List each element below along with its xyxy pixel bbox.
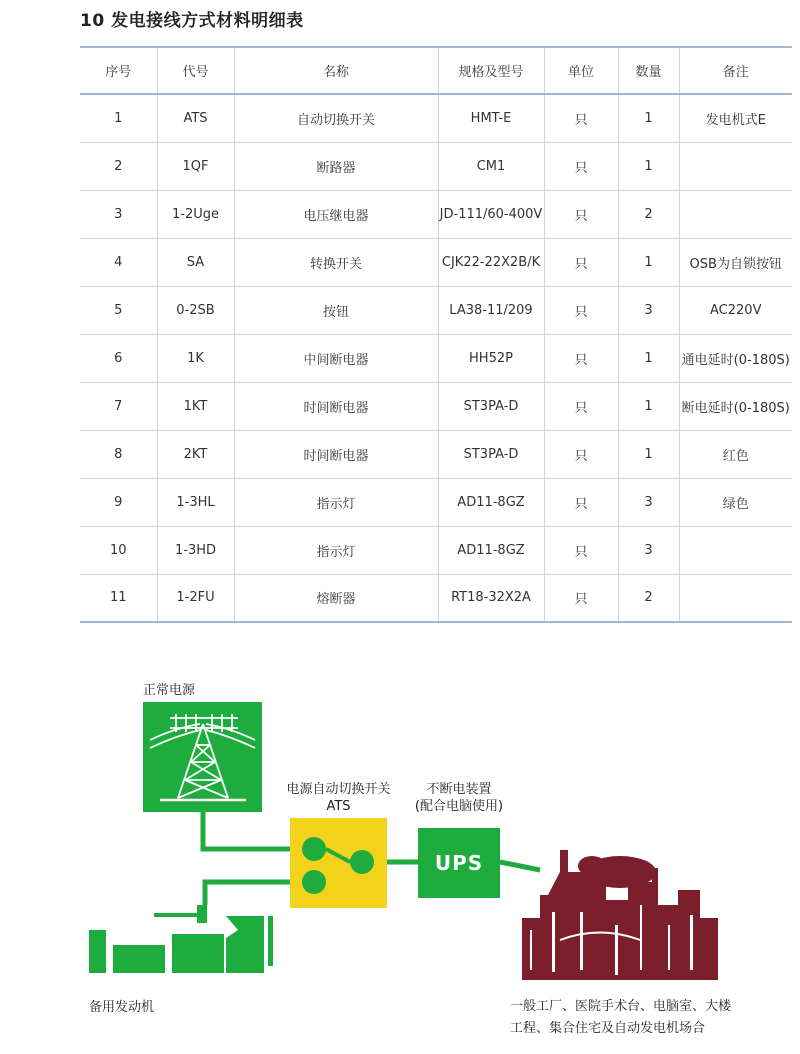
cell-spec: CJK22-22X2B/K: [438, 238, 544, 286]
cell-index: 8: [80, 430, 157, 478]
page-title: 10 发电接线方式材料明细表: [80, 11, 304, 31]
cell-name: 断路器: [234, 142, 438, 190]
cell-name: 电压继电器: [234, 190, 438, 238]
cell-unit: 只: [544, 142, 618, 190]
cell-name: 时间断电器: [234, 382, 438, 430]
cell-code: ATS: [157, 94, 234, 142]
cell-code: 1QF: [157, 142, 234, 190]
cell-qty: 1: [618, 94, 679, 142]
cell-spec: AD11-8GZ: [438, 526, 544, 574]
cell-unit: 只: [544, 334, 618, 382]
cell-spec: HH52P: [438, 334, 544, 382]
cell-spec: ST3PA-D: [438, 430, 544, 478]
generator-label: 备用发动机: [89, 1000, 155, 1015]
cell-unit: 只: [544, 526, 618, 574]
cell-remark: 绿色: [679, 478, 792, 526]
ats-label: 电源自动切换开关 ATS: [286, 782, 391, 814]
cell-qty: 1: [618, 334, 679, 382]
cell-unit: 只: [544, 94, 618, 142]
cell-code: SA: [157, 238, 234, 286]
cell-remark: 断电延时(0-180S): [679, 382, 792, 430]
cell-code: 2KT: [157, 430, 234, 478]
cell-code: 1-2FU: [157, 574, 234, 622]
cell-index: 4: [80, 238, 157, 286]
cell-spec: LA38-11/209: [438, 286, 544, 334]
cell-name: 时间断电器: [234, 430, 438, 478]
cell-remark: 发电机式E: [679, 94, 792, 142]
cell-spec: AD11-8GZ: [438, 478, 544, 526]
cell-name: 指示灯: [234, 526, 438, 574]
cell-name: 指示灯: [234, 478, 438, 526]
cell-qty: 1: [618, 430, 679, 478]
cell-unit: 只: [544, 238, 618, 286]
loads-label: 一般工厂、医院手术台、电脑室、大楼 工程、集合住宅及自动发电机场合: [510, 999, 732, 1036]
cell-index: 10: [80, 526, 157, 574]
cell-qty: 1: [618, 382, 679, 430]
cell-qty: 2: [618, 574, 679, 622]
cell-spec: RT18-32X2A: [438, 574, 544, 622]
cell-qty: 2: [618, 190, 679, 238]
cell-index: 5: [80, 286, 157, 334]
col-header-spec: 规格及型号: [438, 47, 544, 94]
cell-code: 1K: [157, 334, 234, 382]
cell-unit: 只: [544, 478, 618, 526]
ats-output-terminal: [350, 850, 374, 874]
cell-name: 转换开关: [234, 238, 438, 286]
cell-spec: ST3PA-D: [438, 382, 544, 430]
cell-index: 1: [80, 94, 157, 142]
cell-qty: 3: [618, 478, 679, 526]
cell-index: 6: [80, 334, 157, 382]
cell-unit: 只: [544, 286, 618, 334]
cell-index: 2: [80, 142, 157, 190]
cell-qty: 3: [618, 526, 679, 574]
cell-unit: 只: [544, 190, 618, 238]
generator-icon: [89, 902, 273, 973]
cell-qty: 1: [618, 142, 679, 190]
cell-unit: 只: [544, 382, 618, 430]
cell-unit: 只: [544, 574, 618, 622]
cell-index: 3: [80, 190, 157, 238]
buildings-icon: [522, 850, 718, 980]
col-header-remark: 备注: [679, 47, 792, 94]
col-header-name: 名称: [234, 47, 438, 94]
cell-index: 9: [80, 478, 157, 526]
cell-spec: CM1: [438, 142, 544, 190]
ups-box-text: UPS: [434, 851, 484, 875]
cell-qty: 3: [618, 286, 679, 334]
col-header-qty: 数量: [618, 47, 679, 94]
col-header-index: 序号: [80, 47, 157, 94]
cell-spec: JD-111/60-400V: [438, 190, 544, 238]
cell-remark: 红色: [679, 430, 792, 478]
cell-name: 自动切换开关: [234, 94, 438, 142]
normal-power-box: [143, 702, 262, 812]
cell-code: 1-2Uge: [157, 190, 234, 238]
cell-unit: 只: [544, 430, 618, 478]
col-header-code: 代号: [157, 47, 234, 94]
cell-index: 7: [80, 382, 157, 430]
cell-code: 1-3HL: [157, 478, 234, 526]
ups-label: 不断电装置 (配合电脑使用): [414, 782, 504, 814]
cell-code: 1-3HD: [157, 526, 234, 574]
cell-name: 按钮: [234, 286, 438, 334]
cell-remark: OSB为自锁按钮: [679, 238, 792, 286]
cell-code: 0-2SB: [157, 286, 234, 334]
cell-code: 1KT: [157, 382, 234, 430]
col-header-unit: 单位: [544, 47, 618, 94]
ats-box: [290, 818, 387, 908]
cell-remark: 通电延时(0-180S): [679, 334, 792, 382]
cell-spec: HMT-E: [438, 94, 544, 142]
cell-qty: 1: [618, 238, 679, 286]
cell-remark: AC220V: [679, 286, 792, 334]
normal-power-label: 正常电源: [143, 683, 196, 698]
cell-name: 熔断器: [234, 574, 438, 622]
ats-backup-terminal: [302, 870, 326, 894]
ats-normal-terminal: [302, 837, 326, 861]
cell-index: 11: [80, 574, 157, 622]
cell-name: 中间断电器: [234, 334, 438, 382]
